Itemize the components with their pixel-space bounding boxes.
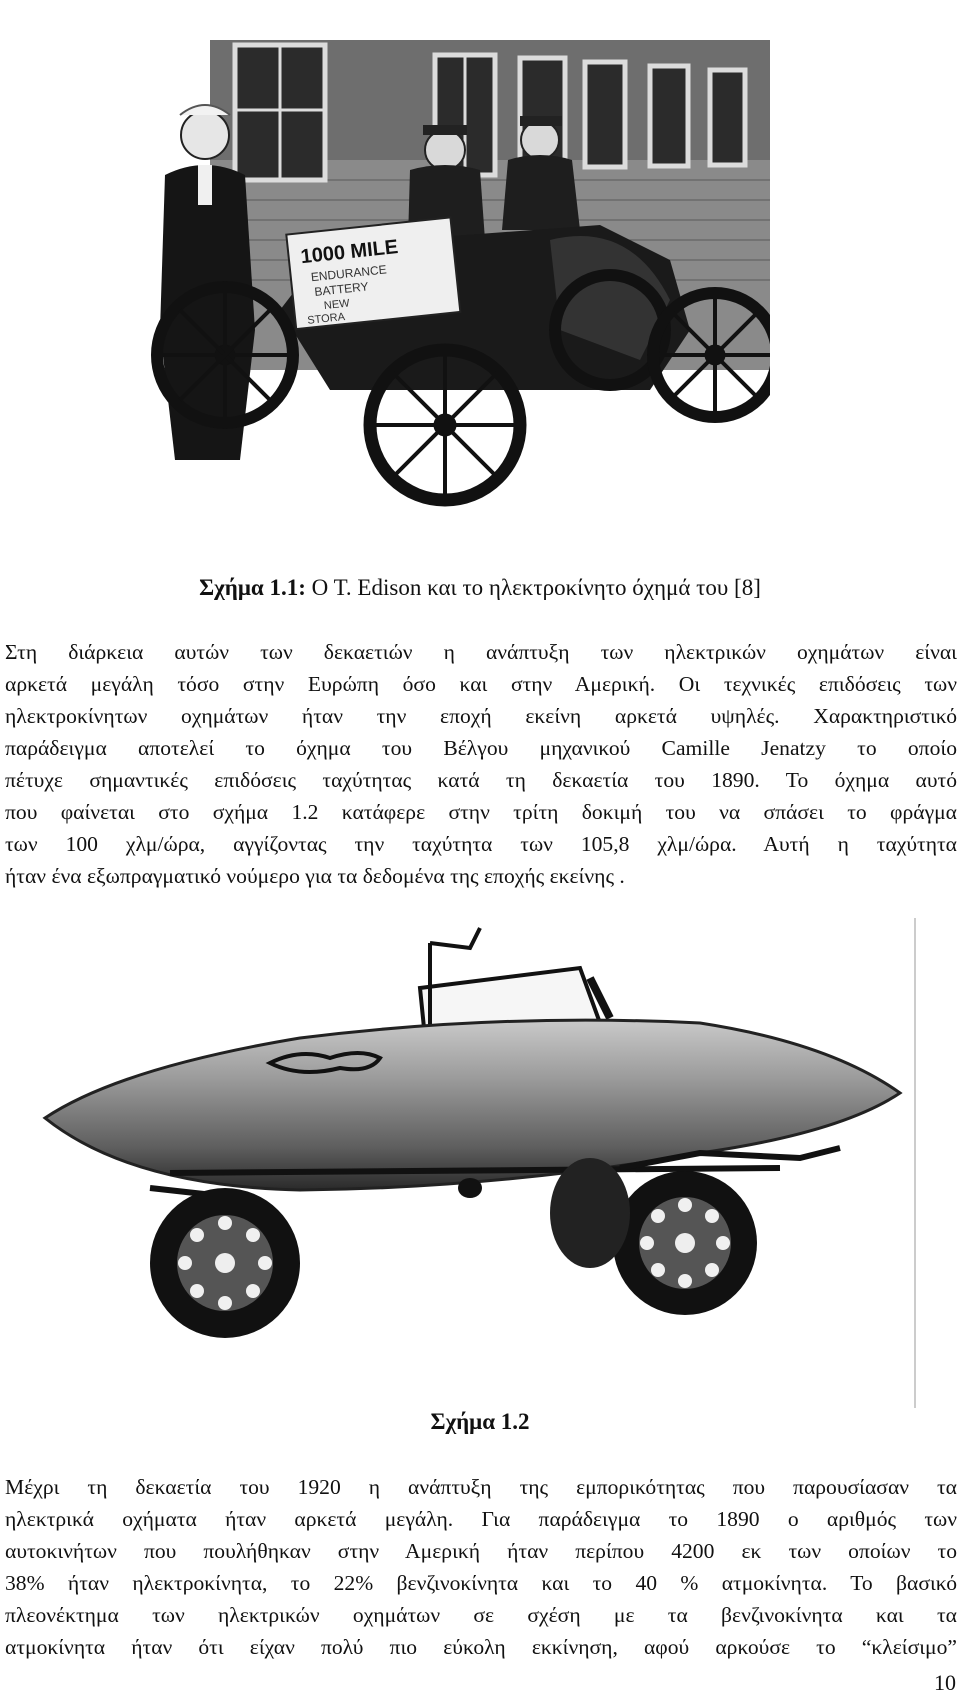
figure-1-1-caption — [0, 573, 960, 603]
paragraph-1 — [5, 636, 957, 892]
figure-1-1-label: Σχήμα 1.1: — [199, 575, 306, 600]
figure-1-1-photo — [130, 0, 770, 555]
sign-line-3: BATTERY — [313, 279, 370, 299]
paragraph-line: που φαίνεται στο σχήμα 1.2 κατάφερε στην τρίτη δοκιμή του να σπάσει το φράγμα — [5, 800, 957, 824]
paragraph-line: ηλεκτρικά οχήματα ήταν αρκετά μεγάλη. Για παράδειγμα το 1890 ο αριθμός των — [5, 1507, 957, 1531]
paragraph-line: Μέχρι τη δεκαετία του 1920 η ανάπτυξη της εμπορικότητας που παρουσίασαν τα — [5, 1475, 957, 1499]
paragraph-line: ατμοκίνητα ήταν ότι είχαν πολύ πιο εύκολη εκκίνηση, αφού αρκούσε το “κλείσιμο” — [5, 1635, 957, 1659]
figure-1-1-caption-text: Ο Τ. Edison και το ηλεκτροκίνητο όχημά του [8] — [305, 575, 761, 600]
paragraph-line: πέτυχε σημαντικές επιδόσεις ταχύτητας κατά τη δεκαετία του 1890. Το όχημα αυτό — [5, 768, 957, 792]
paragraph-line: ηλεκτροκίνητων οχημάτων ήταν την εποχή εκείνη αρκετά υψηλές. Χαρακτηριστικό — [5, 704, 957, 728]
paragraph-line: πλεονέκτημα των ηλεκτρικών οχημάτων σε σχέση με τα βενζινοκίνητα και τα — [5, 1603, 957, 1627]
paragraph-line: παράδειγμα αποτελεί το όχημα του Βέλγου μηχανικού Camille Jenatzy το οποίο — [5, 736, 957, 760]
sign-line-5: STORA — [306, 310, 346, 327]
sign-line-2: ENDURANCE — [310, 262, 388, 285]
figure-1-2-caption: Σχήμα 1.2 — [430, 1409, 530, 1434]
paragraph-line: των 100 χλμ/ώρα, αγγίζοντας την ταχύτητα των 105,8 χλμ/ώρα. Αυτή η ταχύτητα — [5, 832, 957, 856]
paragraph-line: αυτοκινήτων που πουλήθηκαν στην Αμερική ήταν περίπου 4200 εκ των οποίων το — [5, 1539, 957, 1563]
paragraph-line: αρκετά μεγάλη τόσο στην Ευρώπη όσο και στην Αμερική. Οι τεχνικές επιδόσεις των — [5, 672, 957, 696]
paragraph-line: 38% ήταν ηλεκτροκίνητα, το 22% βενζινοκίνητα και το 40 % ατμοκίνητα. Το βασικό — [5, 1571, 957, 1595]
paragraph-line: ήταν ένα εξωπραγματικό νούμερο για τα δεδομένα της εποχής εκείνης . — [5, 864, 625, 888]
sign-line-1: 1000 MILE — [299, 236, 400, 269]
figure-1-2-photo — [0, 918, 918, 1408]
paragraph-line: Στη διάρκεια αυτών των δεκαετιών η ανάπτυξη των ηλεκτρικών οχημάτων είναι — [5, 640, 957, 664]
sign-line-4: NEW — [323, 297, 351, 313]
page-number: 10 — [934, 1670, 956, 1695]
paragraph-2 — [5, 1471, 957, 1663]
